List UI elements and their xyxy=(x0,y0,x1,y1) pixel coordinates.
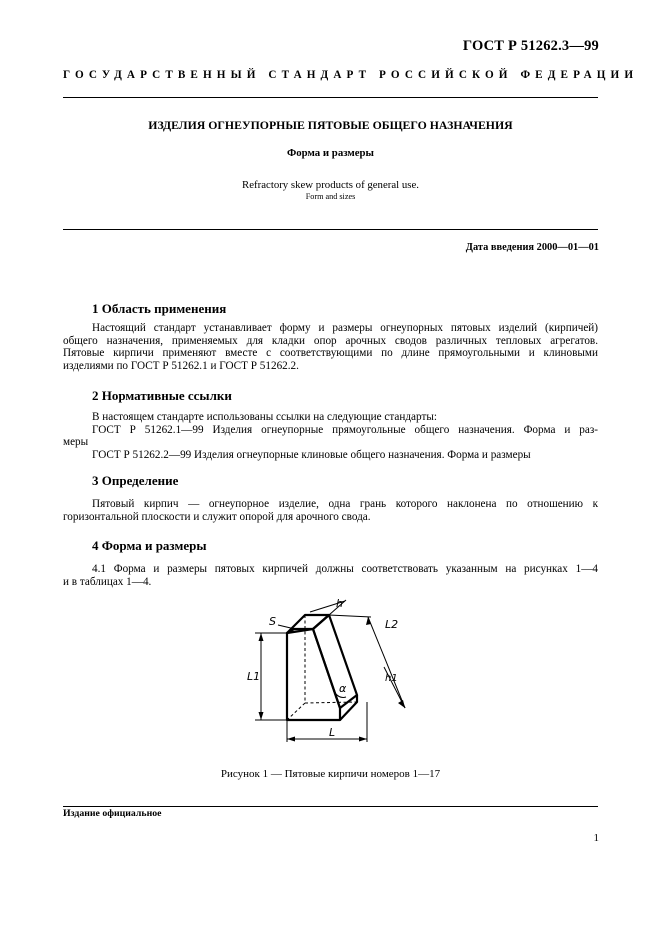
page-number: 1 xyxy=(593,832,599,844)
section-2-heading: 2 Нормативные ссылки xyxy=(92,388,232,403)
top-rule xyxy=(63,97,598,98)
label-l1: L1 xyxy=(247,670,261,683)
text-line: ГОСТ Р 51262.1—99 Изделия огнеупорные прямоугольные общего назначения. Форма и раз- xyxy=(92,423,598,436)
label-s: S xyxy=(269,615,276,628)
label-h: h xyxy=(336,597,343,610)
section-4-paragraph xyxy=(63,563,598,588)
intro-date: Дата введения 2000—01—01 xyxy=(465,242,599,253)
title-rule xyxy=(63,229,598,230)
edition-note: Издание официальное xyxy=(63,808,162,819)
text-line: Пятовый кирпич — огнеупорное изделие, одна грань которого наклонена по отношению к xyxy=(92,498,598,510)
text-line: Пятовые кирпичи применяют вместе с соответствующими по длине прямоугольными и клиновыми xyxy=(63,347,598,360)
text-line: ГОСТ Р 51262.2—99 Изделия огнеупорные клиновые общего назначения. Форма и размеры xyxy=(92,448,531,461)
english-title: Refractory skew products of general use. xyxy=(242,179,419,191)
figure-caption: Рисунок 1 — Пятовые кирпичи номеров 1—17 xyxy=(220,768,441,780)
section-1-heading: 1 Область применения xyxy=(92,301,227,316)
section-2-paragraph xyxy=(63,411,598,461)
document-subtitle: Форма и размеры xyxy=(287,147,374,159)
text-line: и в таблицах 1—4. xyxy=(63,575,152,588)
skew-brick-figure xyxy=(245,595,425,750)
label-l: L xyxy=(329,726,336,739)
text-line: 4.1 Форма и размеры пятовых кирпичей должны соответствовать указанным на рисунках 1—4 xyxy=(92,563,598,575)
bottom-rule xyxy=(63,806,598,807)
label-l2: L2 xyxy=(385,618,399,631)
english-subtitle: Form and sizes xyxy=(305,192,356,201)
text-line: горизонтальной плоскости и служит опорой для арочного свода. xyxy=(63,510,371,523)
section-3-heading: 3 Определение xyxy=(92,473,179,488)
section-1-paragraph xyxy=(63,322,598,372)
state-standard-banner: ГОСУДАРСТВЕННЫЙ СТАНДАРТ РОССИЙСКОЙ ФЕДЕРАЦИИ xyxy=(63,69,639,81)
text-line: В настоящем стандарте использованы ссылки на следующие стандарты: xyxy=(92,411,437,423)
dimension-arrows xyxy=(259,617,406,742)
text-line: Настоящий стандарт устанавливает форму и размеры огнеупорных пятовых изделий (кирпичей) xyxy=(92,322,598,334)
label-h1: h1 xyxy=(385,673,398,684)
section-3-paragraph xyxy=(63,498,598,523)
document-title: ИЗДЕЛИЯ ОГНЕУПОРНЫЕ ПЯТОВЫЕ ОБЩЕГО НАЗНАЧЕНИЯ xyxy=(148,118,513,132)
text-line: общего назначения, применяемых для кладки опор арочных сводов различных тепловых агрегатов. xyxy=(63,334,598,347)
text-line: изделиями по ГОСТ Р 51262.1 и ГОСТ Р 51262.2. xyxy=(63,359,299,372)
document-code: ГОСТ Р 51262.3—99 xyxy=(462,38,599,54)
label-alpha: α xyxy=(339,682,347,695)
brick-outline xyxy=(287,615,357,720)
text-line: меры xyxy=(63,436,89,449)
section-4-heading: 4 Форма и размеры xyxy=(92,538,207,553)
